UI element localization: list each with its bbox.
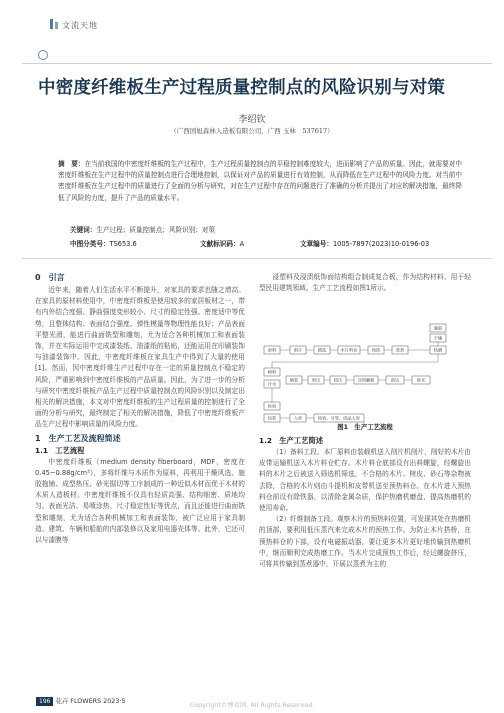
flow-node: 原料 [267, 347, 277, 353]
abstract-label: 摘 要： [58, 160, 85, 168]
article-number-label: 文章编号： [300, 240, 333, 248]
flow-node: 筛选 [317, 347, 327, 353]
article-number-value: 1005-7897(2023)10-0196-03 [332, 240, 430, 248]
class-number-label: 中图分类号： [70, 240, 110, 248]
abstract-text: 在当前我国的中密度纤维板的生产过程中，生产过程质量控制点的平稳控制难度较大，进而影响了产品的质量。因此，就需要对中密度纤维板在生产过程中的质量控制点进行合理地控制，以保证对产品的质量进行有效控制，从而降低在生产过程中的风险力度。对当前中密度纤维板在生产过程中的质量进行了全面的分析与研究，对在生产过程中存在的问题进行了准确的分析并提出了对应的解决措施，最终降低了风险的力度，提升了产品的质量水平。 [58, 160, 463, 202]
figure-caption: 图1 生产工艺流程 [337, 423, 393, 431]
paragraph-mdf: 中密度纤维板（medium density fiberboard，MDF，密度在0.45~0.88g/cm³），多将纤维与木质作为原料，再利用干燥风选、施胶拖铺、成型热压、砂光锯切等工序制成的一种近似木材而优于木材的木质人造板材。中密度纤维板不仅具有轻质高强、结构细密、质地均匀、表面光洁、易喷涂热、尺寸稳定性好等优点，而且还能进行曲面铣型和雕刻，尤为适合各种机械加工和表面装饰，被广泛应用于家具制造、建筑、车辆和船舶的内部装修以及家用电器壳体等。此外，它还可以与漆膜等 [35, 457, 245, 545]
right-column-lower [259, 436, 471, 570]
flow-node: 树料 [267, 369, 277, 375]
flow-side-top [430, 324, 446, 346]
flow-node: 检验、分等、成品入库 [318, 415, 360, 421]
left-column [35, 272, 245, 546]
abstract-divider [22, 258, 492, 259]
flow-node: 铺装 [289, 377, 299, 383]
article-number [300, 238, 429, 248]
flow-node: 汁水 [267, 381, 277, 387]
document-code-label: 文献标识码： [200, 240, 240, 248]
flow-row-3 [264, 402, 364, 422]
flow-node: 削片 [293, 347, 303, 353]
flow-node: 裁边 [390, 377, 400, 383]
flow-node: 砂光 [416, 377, 426, 383]
paragraph-fiber: （2）纤维制备工段。观察木片的预热料位置，可发现其处在热磨机的顶部，要利用低压蒸汽来完成木片的预热工作。为防止木片搭桥，在预热料仓的下部，设有电磁振动器，要让更多木片更好地传输到热磨机中，继而顺利完成热磨工作。当木片完成预热工作后，经过螺旋挤压，可将其传输到蒸煮器中，开展以蒸煮为主的 [259, 515, 471, 569]
flow-node: 预热 [371, 347, 381, 353]
subsection-heading-flow: 1.1 工艺流程 [35, 445, 85, 455]
flow-node: 木片料仓 [340, 347, 358, 353]
ornament-circle [38, 50, 48, 60]
document-code [200, 238, 244, 248]
class-number-value: TS653.6 [109, 240, 137, 248]
process-flowchart [262, 322, 462, 438]
flow-node: 施胶 [433, 325, 443, 331]
copyright-watermark: Copyright©博看网. All Rights Reserved. [189, 701, 315, 709]
flow-side-left [264, 368, 280, 388]
document-code-value: A [239, 240, 245, 248]
header-divider [22, 63, 492, 64]
class-number [70, 238, 137, 248]
journal-name: 花卉 FLOWERS [55, 697, 102, 705]
page-number: 196 [36, 697, 53, 706]
author: 李绍钦 [238, 115, 266, 125]
paragraph-intro: 近年来，随着人们生活水平不断提升，对家具的要求也随之增高。在家具的原材料使用中，中密度纤维板是使用较多的家居板材之一，带有内外结合度强、静曲强度变形较小、尺寸的稳定性强、密度适中等优势，且整体结构、表面结合强度、弹性模量等物理性能良好；产品表面平整光滑，能进行曲面铣型和雕刻，尤为适合各种机械加工和表面装饰，并在实际运用中完成漆装纸、油漆纸的粘贴，还能运用在印刷装饰与油漆装饰中。因此，中密度纤维板在家具生产中得到了大量的使用[1]。然而，因中密度纤维生产过程中存在一定的质量控制点不稳定的风险，严重影响到中密度纤维板的产品质量。因此，为了进一步的分析与研究中密度纤维板产品生产过程中质量控制点的风险识别以及制定出相关的解决措施，本文对中密度纤维板的生产过程质量的控制进行了全面的分析与研究，最终制定了相关的解决措施，降低了中密度纤维板产品生产过程中影响质量的风险力度。 [35, 286, 245, 429]
flow-node: 蒸煮 [395, 347, 405, 353]
subsection-heading-summary: 1.2 生产工艺简述 [259, 436, 324, 445]
affiliation: （广西国旭森林人造板有限公司，广西 玉林 537617） [170, 127, 334, 135]
paragraph-continued: 浸塑料及浸渍纸饰面结构组合制成复合板，作为结构材料、用于轻型民用建筑领域。生产工艺流程如图1所示。 [259, 273, 471, 293]
flow-node: 入库 [293, 415, 303, 421]
keywords [70, 224, 215, 234]
section-heading-process: 1 生产工艺及流程简述 [35, 433, 121, 443]
flow-node: 热磨 [433, 347, 443, 353]
article-title: 中密度纤维板生产过程质量控制点的风险识别与对策 [38, 78, 446, 98]
flow-node: 冷却翻板 [357, 377, 375, 383]
flow-node: 热压 [333, 377, 343, 383]
column-tag: 文流天地 [62, 21, 98, 30]
section-heading-intro: 0 引言 [35, 273, 65, 282]
right-column [259, 272, 471, 294]
flow-node: 检验 [267, 403, 277, 409]
flow-node: 包装 [267, 415, 277, 421]
abstract [58, 159, 462, 204]
flow-node: 预压 [311, 377, 321, 383]
keywords-label: 关键词： [70, 226, 97, 234]
flow-row-2 [286, 376, 430, 384]
journal-issue: 2023·5 [103, 697, 126, 705]
flow-row-1 [264, 346, 446, 354]
paragraph-material: （1）备料工段。本厂原料由装载机送入削片机削片，削好的木片由皮带运输机送入木片料仓贮存。木片料仓底部设有出料螺旋，经螺旋出料的木片之后被送入筛选机筛选，不合格的木片、树皮、砂石等杂物被去除，合格的木片则由斗提机和皮带机送至预热料仓。在木片进入预热料仓前设有除铁器，以清除金属杂质，保护热磨机磨盘，提高热磨机的使用寿命。 [259, 448, 471, 513]
keywords-text: 生产过程；质量控制点；风险识别；对策 [96, 226, 216, 234]
flow-node: 干燥 [433, 335, 443, 341]
